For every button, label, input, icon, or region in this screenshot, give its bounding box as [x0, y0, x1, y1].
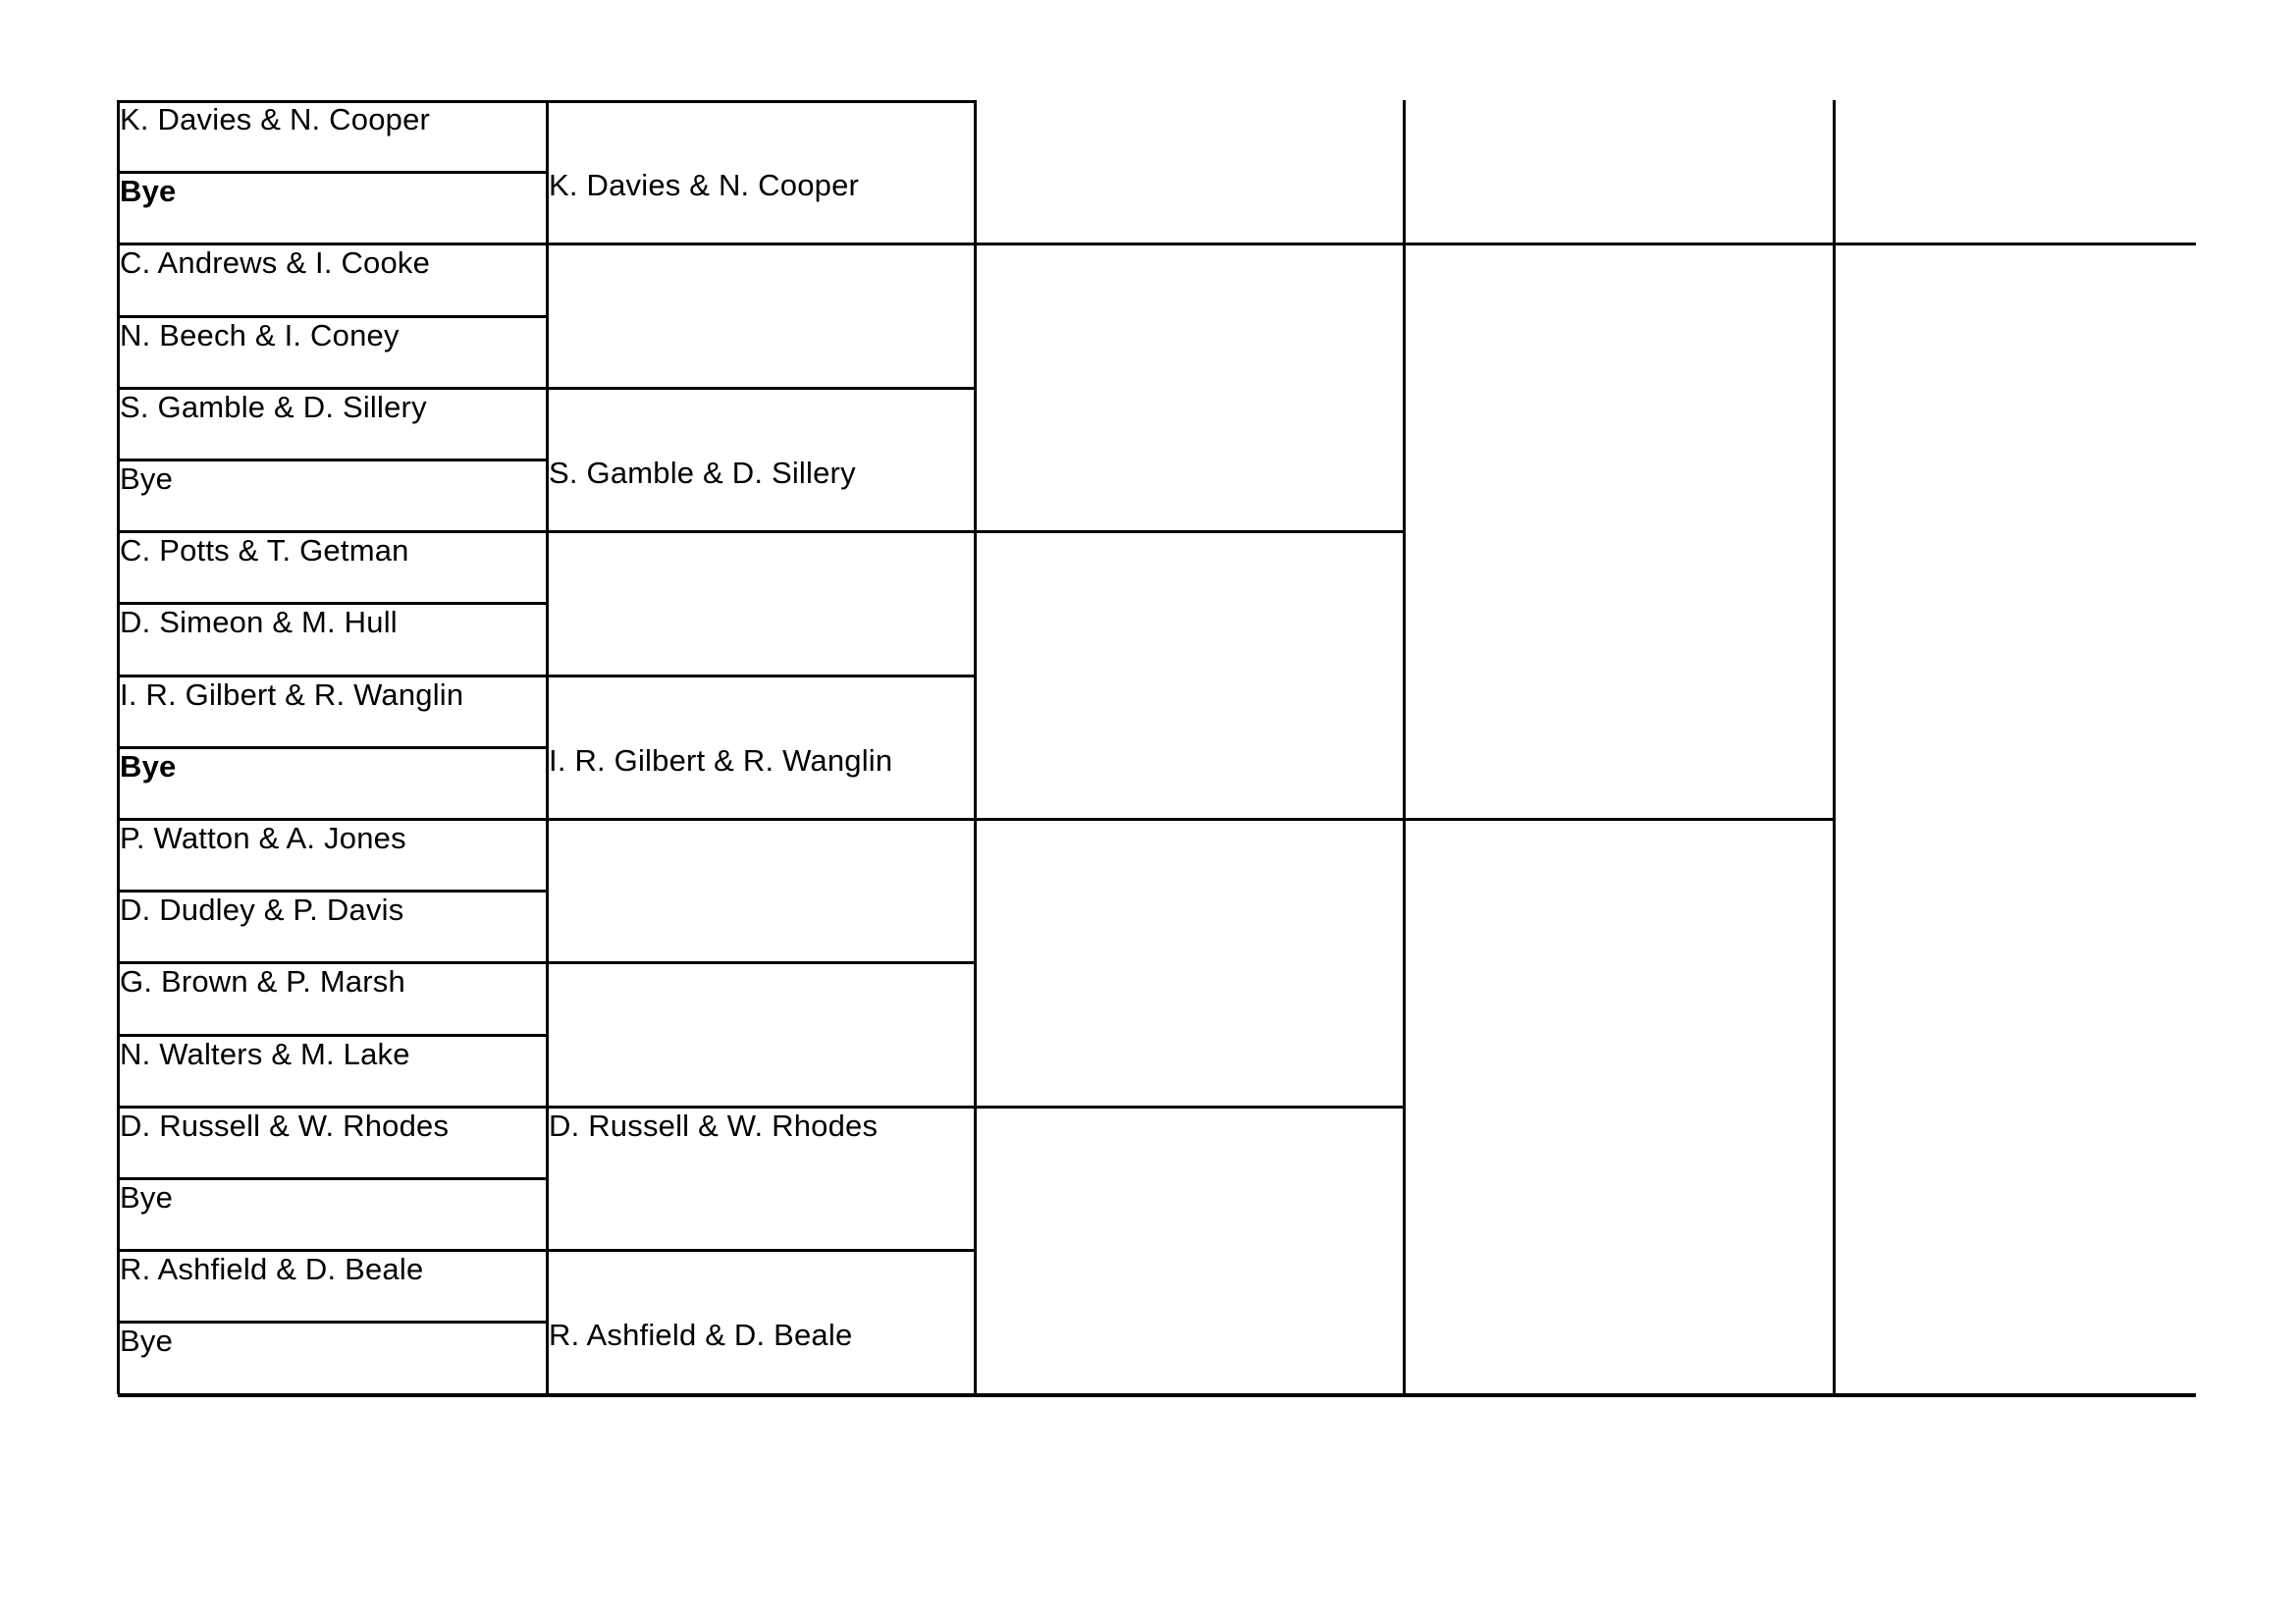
round1-entry[interactable]: S. Gamble & D. Sillery: [120, 389, 427, 424]
round1-entry[interactable]: D. Russell & W. Rhodes: [120, 1108, 450, 1143]
bracket-bottom-edge: [118, 1393, 2196, 1397]
round4-round5-divider: [1404, 243, 2196, 245]
round1-entry[interactable]: K. Davies & N. Cooper: [120, 102, 431, 136]
round1-entry[interactable]: R. Ashfield & D. Beale: [120, 1252, 424, 1287]
round3-box-divider: [975, 530, 1404, 533]
round2-winner[interactable]: R. Ashfield & D. Beale: [549, 1318, 853, 1353]
column-line-round5-left: [1833, 100, 1836, 1394]
round1-entry[interactable]: N. Beech & I. Coney: [120, 317, 400, 352]
round1-entry[interactable]: C. Potts & T. Getman: [120, 533, 409, 568]
round2-box-divider: [547, 530, 975, 533]
round1-row-divider: [118, 746, 547, 749]
round1-entry[interactable]: Bye: [120, 748, 177, 784]
round3-box-divider: [975, 1106, 1404, 1109]
column-line-round3-left: [974, 100, 977, 1394]
round1-entry[interactable]: N. Walters & M. Lake: [120, 1036, 410, 1071]
round3-box-divider: [975, 243, 1404, 245]
round1-row-divider: [118, 459, 547, 461]
round1-row-divider: [118, 1321, 547, 1324]
column-line-round4-left: [1403, 100, 1406, 1394]
round2-box-divider: [547, 1249, 975, 1252]
round1-entry[interactable]: Bye: [120, 174, 177, 209]
round2-box-divider: [547, 675, 975, 677]
round1-entry[interactable]: C. Andrews & I. Cooke: [120, 245, 431, 281]
round1-row-divider: [118, 171, 547, 174]
round3-box-divider: [975, 818, 1404, 821]
round2-box-divider: [547, 961, 975, 964]
round1-entry[interactable]: P. Watton & A. Jones: [120, 821, 406, 855]
round2-winner[interactable]: I. R. Gilbert & R. Wanglin: [549, 742, 893, 778]
round1-entry[interactable]: G. Brown & P. Marsh: [120, 964, 405, 1000]
round1-row-divider: [118, 1177, 547, 1180]
round2-winner[interactable]: K. Davies & N. Cooper: [549, 168, 860, 202]
round1-entry[interactable]: Bye: [120, 1180, 174, 1215]
round1-entry[interactable]: Bye: [120, 1324, 174, 1359]
round2-box-divider: [547, 818, 975, 821]
round2-box-divider: [547, 243, 975, 245]
round1-entry[interactable]: D. Dudley & P. Davis: [120, 893, 404, 928]
round1-entry[interactable]: D. Simeon & M. Hull: [120, 605, 398, 640]
round2-winner[interactable]: S. Gamble & D. Sillery: [549, 455, 856, 490]
round2-box-divider: [547, 387, 975, 390]
round2-winner[interactable]: D. Russell & W. Rhodes: [549, 1108, 879, 1143]
round1-entry[interactable]: Bye: [120, 461, 174, 496]
round4-box-divider: [1404, 818, 1834, 821]
round1-entry[interactable]: I. R. Gilbert & R. Wanglin: [120, 677, 464, 712]
